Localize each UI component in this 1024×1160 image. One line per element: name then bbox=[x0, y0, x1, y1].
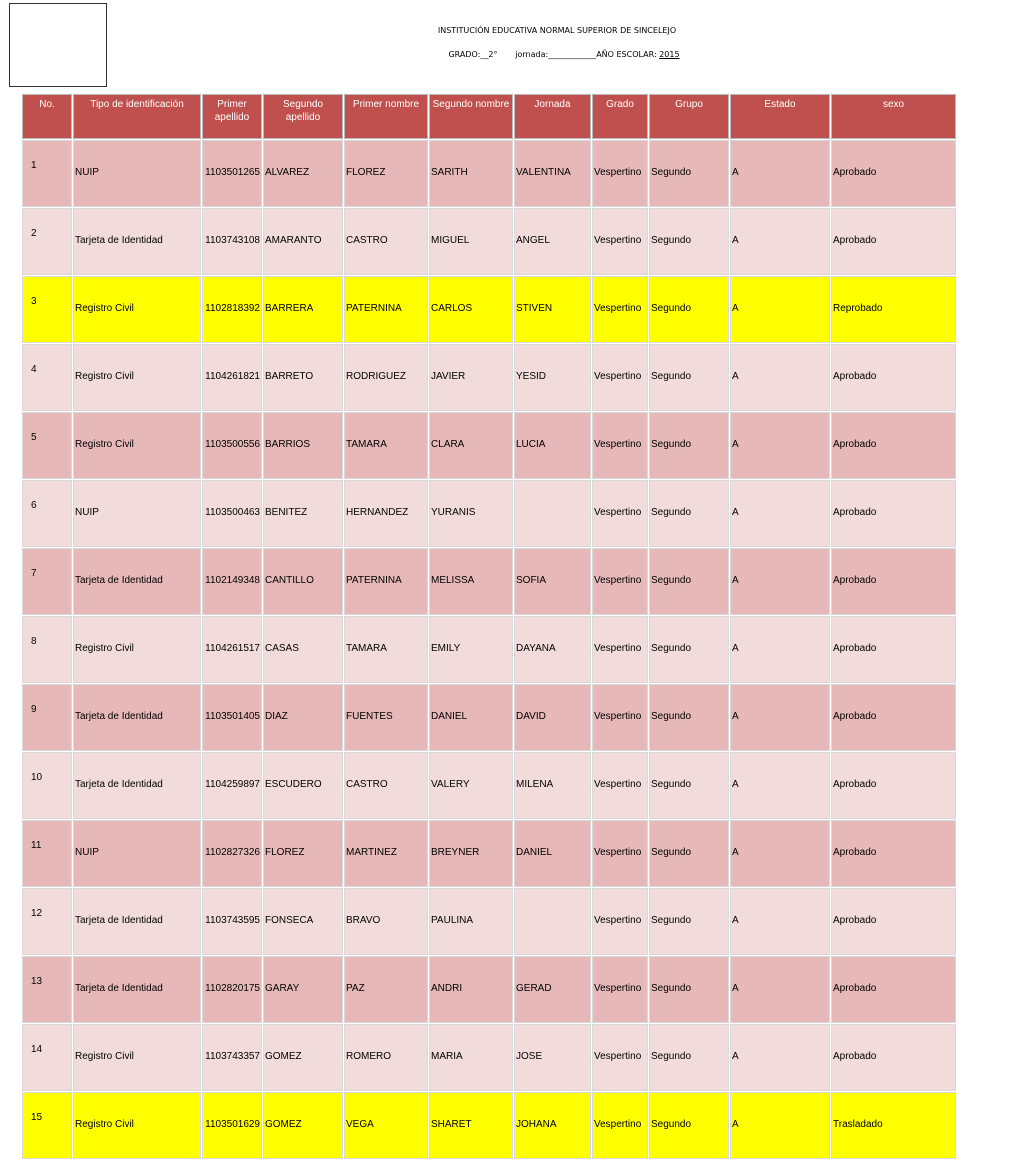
row-number-cell: 14 bbox=[22, 1024, 72, 1091]
primer-apellido-cell: CANTILLO bbox=[263, 548, 343, 615]
table-row bbox=[22, 140, 956, 207]
segundo-nombre-cell: DAYANA bbox=[514, 616, 591, 683]
primer-nombre-cell: CARLOS bbox=[429, 276, 513, 343]
segundo-nombre-cell: JOHANA bbox=[514, 1092, 591, 1159]
grupo-cell: A bbox=[730, 344, 830, 411]
grade-info-line bbox=[52, 50, 1024, 59]
grado-cell: Segundo bbox=[649, 140, 729, 207]
tipo-cell: Tarjeta de Identidad bbox=[73, 684, 201, 751]
jornada-cell: Vespertino bbox=[592, 548, 648, 615]
segundo-apellido-cell: HERNANDEZ bbox=[344, 480, 428, 547]
col-grado-header: Grado bbox=[592, 94, 648, 139]
segundo-apellido-cell: ROMERO bbox=[344, 1024, 428, 1091]
primer-apellido-cell: FLOREZ bbox=[263, 820, 343, 887]
col-segundo-apellido-header: Segundo apellido bbox=[263, 94, 343, 139]
table-row bbox=[22, 956, 956, 1023]
table-row bbox=[22, 1092, 956, 1159]
primer-apellido-cell: CASAS bbox=[263, 616, 343, 683]
grupo-cell: A bbox=[730, 616, 830, 683]
segundo-nombre-cell: GERAD bbox=[514, 956, 591, 1023]
jornada-cell: Vespertino bbox=[592, 820, 648, 887]
tipo-cell: NUIP bbox=[73, 480, 201, 547]
estado-cell: Aprobado bbox=[831, 1024, 956, 1091]
segundo-nombre-cell: DAVID bbox=[514, 684, 591, 751]
segundo-nombre-cell bbox=[514, 888, 591, 955]
segundo-apellido-cell: TAMARA bbox=[344, 616, 428, 683]
row-number-cell: 2 bbox=[22, 208, 72, 275]
tipo-cell: Registro Civil bbox=[73, 616, 201, 683]
tipo-cell: Tarjeta de Identidad bbox=[73, 888, 201, 955]
primer-apellido-cell: BARRIOS bbox=[263, 412, 343, 479]
grado-cell: Segundo bbox=[649, 208, 729, 275]
primer-nombre-cell: VALERY bbox=[429, 752, 513, 819]
segundo-nombre-cell: SOFIA bbox=[514, 548, 591, 615]
primer-nombre-cell: BREYNER bbox=[429, 820, 513, 887]
row-number-cell: 7 bbox=[22, 548, 72, 615]
estado-cell: Aprobado bbox=[831, 684, 956, 751]
table-row bbox=[22, 1024, 956, 1091]
primer-apellido-cell: GOMEZ bbox=[263, 1092, 343, 1159]
segundo-nombre-cell: ANGEL bbox=[514, 208, 591, 275]
id-number-cell: 1103743108 bbox=[202, 208, 262, 275]
row-number-cell: 12 bbox=[22, 888, 72, 955]
row-number-cell: 8 bbox=[22, 616, 72, 683]
col-tipo-header: Tipo de identificación bbox=[73, 94, 201, 139]
segundo-apellido-cell: FUENTES bbox=[344, 684, 428, 751]
tipo-cell: NUIP bbox=[73, 140, 201, 207]
id-number-cell: 1104261517 bbox=[202, 616, 262, 683]
grado-cell: Segundo bbox=[649, 616, 729, 683]
id-number-cell: 1103500556 bbox=[202, 412, 262, 479]
grupo-cell: A bbox=[730, 888, 830, 955]
table-row bbox=[22, 684, 956, 751]
primer-nombre-cell: CLARA bbox=[429, 412, 513, 479]
primer-nombre-cell: DANIEL bbox=[429, 684, 513, 751]
grado-cell: Segundo bbox=[649, 548, 729, 615]
institution-title: INSTITUCIÓN EDUCATIVA NORMAL SUPERIOR DE SINCELEJO bbox=[437, 26, 677, 35]
primer-apellido-cell: ESCUDERO bbox=[263, 752, 343, 819]
grado-cell: Segundo bbox=[649, 1024, 729, 1091]
grado-cell: Segundo bbox=[649, 480, 729, 547]
segundo-apellido-cell: RODRIGUEZ bbox=[344, 344, 428, 411]
primer-apellido-cell: GARAY bbox=[263, 956, 343, 1023]
jornada-cell: Vespertino bbox=[592, 276, 648, 343]
grado-cell: Segundo bbox=[649, 1092, 729, 1159]
segundo-nombre-cell: DANIEL bbox=[514, 820, 591, 887]
primer-nombre-cell: SHARET bbox=[429, 1092, 513, 1159]
segundo-nombre-cell: MILENA bbox=[514, 752, 591, 819]
col-estado-header: Estado bbox=[730, 94, 830, 139]
segundo-apellido-cell: TAMARA bbox=[344, 412, 428, 479]
tipo-cell: Registro Civil bbox=[73, 1092, 201, 1159]
col-sexo-header: sexo bbox=[831, 94, 956, 139]
primer-nombre-cell: MELISSA bbox=[429, 548, 513, 615]
grupo-cell: A bbox=[730, 752, 830, 819]
grado-cell: Segundo bbox=[649, 276, 729, 343]
table-row bbox=[22, 344, 956, 411]
grado-cell: Segundo bbox=[649, 412, 729, 479]
table-row bbox=[22, 616, 956, 683]
tipo-cell: Registro Civil bbox=[73, 1024, 201, 1091]
segundo-nombre-cell: VALENTINA bbox=[514, 140, 591, 207]
grupo-cell: A bbox=[730, 1024, 830, 1091]
id-number-cell: 1102820175 bbox=[202, 956, 262, 1023]
grado-cell: Segundo bbox=[649, 344, 729, 411]
primer-nombre-cell: JAVIER bbox=[429, 344, 513, 411]
estado-cell: Aprobado bbox=[831, 888, 956, 955]
col-no-header: No. bbox=[22, 94, 72, 139]
id-number-cell: 1102827326 bbox=[202, 820, 262, 887]
tipo-cell: Registro Civil bbox=[73, 276, 201, 343]
id-number-cell: 1104259897 bbox=[202, 752, 262, 819]
grupo-cell: A bbox=[730, 412, 830, 479]
grupo-cell: A bbox=[730, 480, 830, 547]
row-number-cell: 4 bbox=[22, 344, 72, 411]
primer-nombre-cell: EMILY bbox=[429, 616, 513, 683]
row-number-cell: 1 bbox=[22, 140, 72, 207]
jornada-cell: Vespertino bbox=[592, 344, 648, 411]
estado-cell: Aprobado bbox=[831, 140, 956, 207]
table-row bbox=[22, 888, 956, 955]
segundo-apellido-cell: PAZ bbox=[344, 956, 428, 1023]
primer-apellido-cell: GOMEZ bbox=[263, 1024, 343, 1091]
primer-apellido-cell: BENITEZ bbox=[263, 480, 343, 547]
estado-cell: Aprobado bbox=[831, 480, 956, 547]
segundo-apellido-cell: FLOREZ bbox=[344, 140, 428, 207]
logo-fine-print bbox=[13, 7, 101, 10]
grupo-cell: A bbox=[730, 276, 830, 343]
id-number-cell: 1102818392 bbox=[202, 276, 262, 343]
table-header-row bbox=[22, 94, 956, 139]
segundo-nombre-cell: YESID bbox=[514, 344, 591, 411]
segundo-apellido-cell: VEGA bbox=[344, 1092, 428, 1159]
tipo-cell: Registro Civil bbox=[73, 344, 201, 411]
tipo-cell: Tarjeta de Identidad bbox=[73, 208, 201, 275]
primer-apellido-cell: BARRETO bbox=[263, 344, 343, 411]
table-row bbox=[22, 208, 956, 275]
student-table bbox=[21, 93, 957, 1160]
grado-cell: Segundo bbox=[649, 888, 729, 955]
segundo-apellido-cell: BRAVO bbox=[344, 888, 428, 955]
jornada-cell: Vespertino bbox=[592, 684, 648, 751]
id-number-cell: 1103743357 bbox=[202, 1024, 262, 1091]
table-row bbox=[22, 276, 956, 343]
jornada-value: ____________ bbox=[548, 50, 597, 59]
row-number-cell: 13 bbox=[22, 956, 72, 1023]
col-jornada-header: Jornada bbox=[514, 94, 591, 139]
tipo-cell: Tarjeta de Identidad bbox=[73, 956, 201, 1023]
tipo-cell: Tarjeta de Identidad bbox=[73, 548, 201, 615]
jornada-cell: Vespertino bbox=[592, 412, 648, 479]
grupo-cell: A bbox=[730, 140, 830, 207]
id-number-cell: 1103743595 bbox=[202, 888, 262, 955]
grupo-cell: A bbox=[730, 208, 830, 275]
grupo-cell: A bbox=[730, 1092, 830, 1159]
segundo-apellido-cell: CASTRO bbox=[344, 752, 428, 819]
tipo-cell: Tarjeta de Identidad bbox=[73, 752, 201, 819]
jornada-label: jornada: bbox=[515, 50, 549, 59]
row-number-cell: 15 bbox=[22, 1092, 72, 1159]
segundo-apellido-cell: PATERNINA bbox=[344, 548, 428, 615]
estado-cell: Aprobado bbox=[831, 344, 956, 411]
row-number-cell: 10 bbox=[22, 752, 72, 819]
estado-cell: Aprobado bbox=[831, 956, 956, 1023]
jornada-cell: Vespertino bbox=[592, 752, 648, 819]
primer-apellido-cell: DIAZ bbox=[263, 684, 343, 751]
jornada-cell: Vespertino bbox=[592, 1024, 648, 1091]
anio-label: AÑO ESCOLAR: bbox=[596, 50, 657, 59]
id-number-cell: 1103501629 bbox=[202, 1092, 262, 1159]
estado-cell: Aprobado bbox=[831, 548, 956, 615]
jornada-cell: Vespertino bbox=[592, 956, 648, 1023]
table-body bbox=[22, 140, 956, 1159]
jornada-cell: Vespertino bbox=[592, 480, 648, 547]
table-row bbox=[22, 412, 956, 479]
segundo-nombre-cell: JOSE bbox=[514, 1024, 591, 1091]
grado-cell: Segundo bbox=[649, 752, 729, 819]
row-number-cell: 11 bbox=[22, 820, 72, 887]
row-number-cell: 9 bbox=[22, 684, 72, 751]
table-row bbox=[22, 480, 956, 547]
grado-cell: Segundo bbox=[649, 956, 729, 1023]
grado-label: GRADO: bbox=[448, 50, 481, 59]
primer-apellido-cell: BARRERA bbox=[263, 276, 343, 343]
grupo-cell: A bbox=[730, 684, 830, 751]
segundo-apellido-cell: MARTINEZ bbox=[344, 820, 428, 887]
primer-apellido-cell: AMARANTO bbox=[263, 208, 343, 275]
segundo-nombre-cell bbox=[514, 480, 591, 547]
id-number-cell: 1103501265 bbox=[202, 140, 262, 207]
primer-nombre-cell: MIGUEL bbox=[429, 208, 513, 275]
primer-nombre-cell: ANDRI bbox=[429, 956, 513, 1023]
grado-cell: Segundo bbox=[649, 684, 729, 751]
grado-value: __2° bbox=[480, 50, 498, 59]
col-primer-nombre-header: Primer nombre bbox=[344, 94, 428, 139]
estado-cell: Reprobado bbox=[831, 276, 956, 343]
tipo-cell: Registro Civil bbox=[73, 412, 201, 479]
logo-placeholder bbox=[9, 3, 107, 87]
jornada-cell: Vespertino bbox=[592, 888, 648, 955]
estado-cell: Aprobado bbox=[831, 820, 956, 887]
grado-cell: Segundo bbox=[649, 820, 729, 887]
primer-apellido-cell: ALVAREZ bbox=[263, 140, 343, 207]
col-segundo-nombre-header: Segundo nombre bbox=[429, 94, 513, 139]
primer-nombre-cell: SARITH bbox=[429, 140, 513, 207]
id-number-cell: 1103500463 bbox=[202, 480, 262, 547]
grupo-cell: A bbox=[730, 956, 830, 1023]
estado-cell: Aprobado bbox=[831, 616, 956, 683]
jornada-cell: Vespertino bbox=[592, 616, 648, 683]
estado-cell: Trasladado bbox=[831, 1092, 956, 1159]
col-primer-apellido-header: Primer apellido bbox=[202, 94, 262, 139]
col-grupo-header: Grupo bbox=[649, 94, 729, 139]
grupo-cell: A bbox=[730, 820, 830, 887]
segundo-nombre-cell: LUCIA bbox=[514, 412, 591, 479]
jornada-cell: Vespertino bbox=[592, 208, 648, 275]
row-number-cell: 5 bbox=[22, 412, 72, 479]
id-number-cell: 1103501405 bbox=[202, 684, 262, 751]
id-number-cell: 1102149348 bbox=[202, 548, 262, 615]
id-number-cell: 1104261821 bbox=[202, 344, 262, 411]
primer-apellido-cell: FONSECA bbox=[263, 888, 343, 955]
estado-cell: Aprobado bbox=[831, 208, 956, 275]
estado-cell: Aprobado bbox=[831, 412, 956, 479]
primer-nombre-cell: PAULINA bbox=[429, 888, 513, 955]
estado-cell: Aprobado bbox=[831, 752, 956, 819]
tipo-cell: NUIP bbox=[73, 820, 201, 887]
jornada-cell: Vespertino bbox=[592, 140, 648, 207]
segundo-apellido-cell: CASTRO bbox=[344, 208, 428, 275]
primer-nombre-cell: YURANIS bbox=[429, 480, 513, 547]
table-row bbox=[22, 548, 956, 615]
primer-nombre-cell: MARIA bbox=[429, 1024, 513, 1091]
segundo-nombre-cell: STIVEN bbox=[514, 276, 591, 343]
row-number-cell: 6 bbox=[22, 480, 72, 547]
jornada-cell: Vespertino bbox=[592, 1092, 648, 1159]
table-row bbox=[22, 820, 956, 887]
row-number-cell: 3 bbox=[22, 276, 72, 343]
segundo-apellido-cell: PATERNINA bbox=[344, 276, 428, 343]
table-row bbox=[22, 752, 956, 819]
anio-value: 2015 bbox=[659, 50, 680, 59]
grupo-cell: A bbox=[730, 548, 830, 615]
